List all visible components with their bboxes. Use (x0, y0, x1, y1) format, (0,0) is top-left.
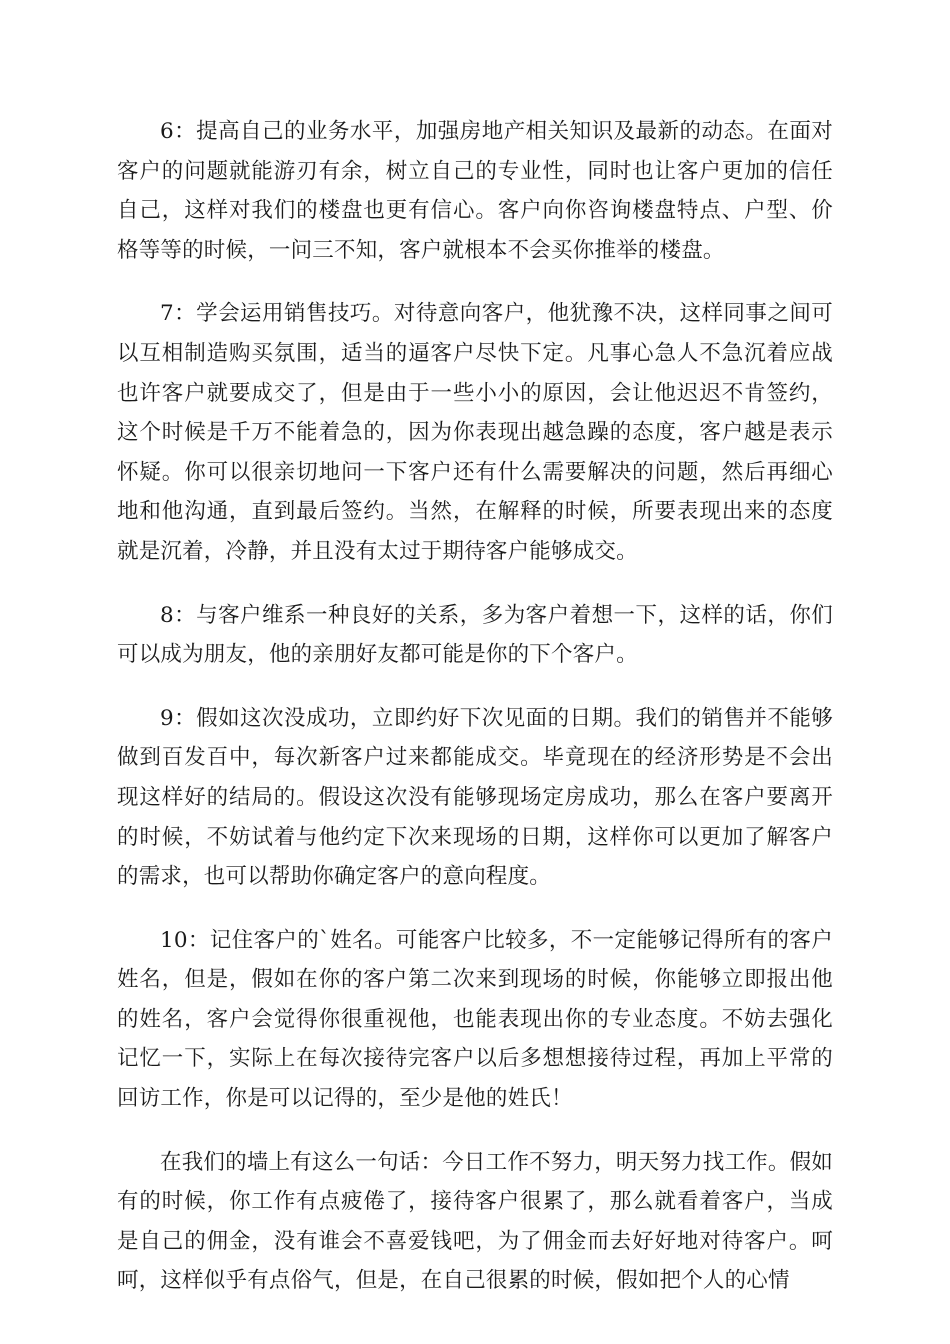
paragraph-9: 9：假如这次没成功，立即约好下次见面的日期。我们的销售并不能够做到百发百中，每次新客户过来都能成交。毕竟现在的经济形势是不会出现这样好的结局的。假设这次没有能够现场定房成功，那么在客户要离开的时候，不妨试着与他约定下次来现场的日期，这样你可以更加了解客户的需求，也可以帮助你确定客户的意向程度。 (117, 705, 833, 890)
document-body (117, 112, 833, 1325)
paragraph-10: 10：记住客户的`姓名。可能客户比较多，不一定能够记得所有的客户姓名，但是，假如在你的客户第二次来到现场的时候，你能够立即报出他的姓名，客户会觉得你很重视他，也能表现出你的专业态度。不妨去强化记忆一下，实际上在每次接待完客户以后多想想接待过程，再加上平常的回访工作，你是可以记得的，至少是他的姓氏！ (117, 927, 833, 1112)
paragraph-7: 7：学会运用销售技巧。对待意向客户，他犹豫不决，这样同事之间可以互相制造购买氛围，适当的逼客户尽快下定。凡事心急人不急沉着应战也许客户就要成交了，但是由于一些小小的原因，会让他迟迟不肯签约，这个时候是千万不能着急的，因为你表现出越急躁的态度，客户越是表示怀疑。你可以很亲切地问一下客户还有什么需要解决的问题，然后再细心地和他沟通，直到最后签约。当然，在解释的时候，所要表现出来的态度就是沉着，冷静，并且没有太过于期待客户能够成交。 (117, 301, 833, 564)
paragraph-closing: 在我们的墙上有这么一句话：今日工作不努力，明天努力找工作。假如有的时候，你工作有点疲倦了，接待客户很累了，那么就看着客户，当成是自己的佣金，没有谁会不喜爱钱吧，为了佣金而去好好地对待客户。呵呵，这样似乎有点俗气，但是，在自己很累的时候，假如把个人的心情 (117, 1149, 833, 1294)
paragraph-6: 6：提高自己的业务水平，加强房地产相关知识及最新的动态。在面对客户的问题就能游刃有余，树立自己的专业性，同时也让客户更加的信任自己，这样对我们的楼盘也更有信心。客户向你咨询楼盘特点、户型、价格等等的时候，一问三不知，客户就根本不会买你推举的楼盘。 (117, 119, 833, 263)
paragraph-8: 8：与客户维系一种良好的关系，多为客户着想一下，这样的话，你们可以成为朋友，他的亲朋好友都可能是你的下个客户。 (117, 602, 833, 668)
